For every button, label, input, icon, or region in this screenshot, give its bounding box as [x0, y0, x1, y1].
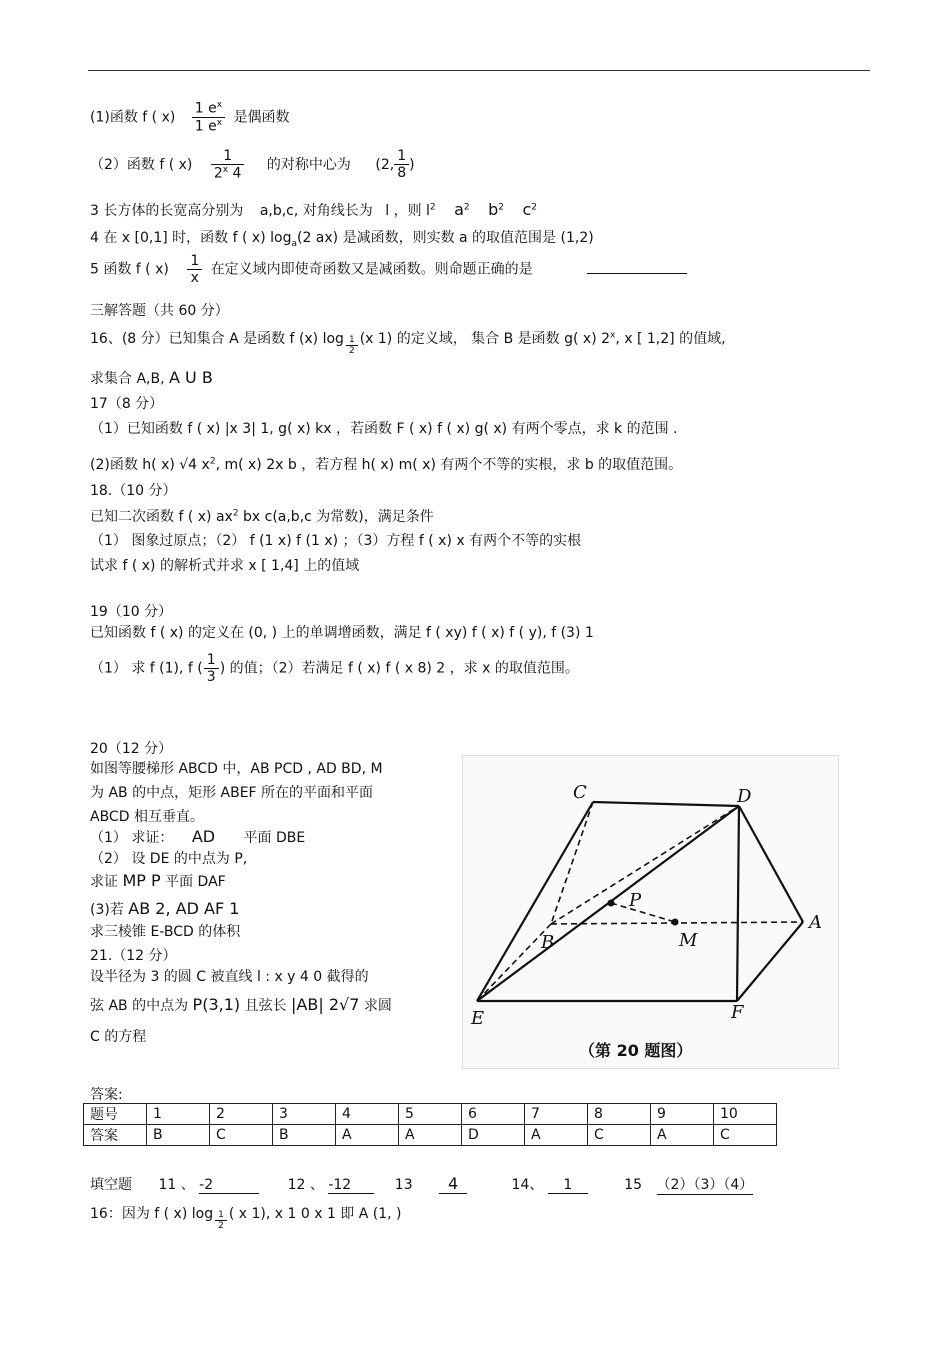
stmt-4: 4 在 x [0,1] 时，函数 f ( x) $\log_a(2$ ax) 是减函数，则实数 a 的取值范围是 (1,2) — [90, 230, 594, 249]
question-18-l2: （1） 图象过原点；（2） f (1 x) f (1 x) ；（3）方程 f ( x) x 有两个不等的实根 — [90, 533, 582, 549]
question-20-l3: ABCD 相互垂直。 — [90, 809, 204, 825]
question-21-l3: C 的方程 — [90, 1029, 147, 1045]
question-18-head: 18.（10 分） — [90, 483, 177, 499]
question-19-head: 19（10 分） — [90, 604, 173, 620]
question-16-line2: 求集合 A,B, A U B — [90, 368, 213, 387]
label-C: C — [573, 782, 587, 803]
cell: 7 — [525, 1104, 588, 1125]
question-20-l6: 求证 MP P 平面 DAF — [90, 871, 226, 890]
cell: A — [525, 1125, 588, 1146]
cell: 4 — [336, 1104, 399, 1125]
label-B: B — [541, 932, 555, 953]
question-20-l7: (3)若 AB 2, AD AF 1 — [90, 899, 240, 918]
cell: 9 — [651, 1104, 714, 1125]
edge-DA — [739, 806, 803, 922]
cell: C — [588, 1125, 651, 1146]
cell: 8 — [588, 1104, 651, 1125]
question-17-part1: （1）已知函数 f ( x) |x 3| 1, g( x) kx ，若函数 F ( x) f ( x) g( x) 有两个零点，求 k 的范围 . — [90, 421, 678, 437]
cell: A — [651, 1125, 714, 1146]
cell: B — [147, 1125, 210, 1146]
geometry-figure — [462, 755, 839, 1069]
question-20-l1: 如图等腰梯形 ABCD 中，AB PCD , AD BD, M — [90, 761, 383, 777]
figure-caption: （第 20 题图） — [579, 1041, 693, 1060]
question-18-l3: 试求 f ( x) 的解析式并求 x [ 1,4] 上的值域 — [90, 558, 360, 574]
question-18-l1: 已知二次函数 f ( x) $ax^2$ bx c(a,b,c 为常数)，满足条件 — [90, 508, 434, 525]
cell: 2 — [210, 1104, 273, 1125]
label-F: F — [731, 1002, 744, 1023]
question-20-l8: 求三棱锥 E-BCD 的体积 — [90, 924, 241, 940]
cell: A — [399, 1125, 462, 1146]
cell: 5 — [399, 1104, 462, 1125]
row-head: 答案 — [84, 1125, 147, 1146]
question-17-part2: (2)函数 h( x) √4 $x^2$, m( x) 2x b ，若方程 h( x) m( x) 有两个不等的实根，求 b 的取值范围。 — [90, 456, 683, 473]
table-row — [84, 1104, 777, 1125]
edge-PM — [611, 903, 675, 922]
answer-table — [83, 1103, 777, 1146]
label-A: A — [809, 912, 822, 933]
label-M: M — [679, 930, 698, 951]
question-21-l1: 设半径为 3 的圆 C 被直线 l : x y 4 0 截得的 — [90, 969, 369, 985]
question-17-head: 17（8 分） — [90, 396, 164, 412]
cell: 10 — [714, 1104, 777, 1125]
cell: 6 — [462, 1104, 525, 1125]
label-D: D — [737, 786, 752, 807]
label-E: E — [471, 1008, 485, 1029]
answer-16: 16：因为 f ( x) log $\frac{1}{2}$ ( x 1), x 1 0 x 1 即 A (1, ) — [90, 1206, 402, 1231]
question-19-l1: 已知函数 f ( x) 的定义在 (0, ) 上的单调增函数，满足 f ( xy) f ( x) f ( y), f (3) 1 — [90, 625, 594, 641]
cell: 3 — [273, 1104, 336, 1125]
question-19-l2: （1） 求 f (1), f ( $\frac{1}{3}$ ) 的值；（2）若满足 f ( x) f ( x 8) 2 ，求 x 的取值范围。 — [90, 652, 579, 686]
cell: C — [210, 1125, 273, 1146]
stmt-5: 5 函数 f ( x) $\frac{1}{x}$ 在定义域内即使奇函数又是减函数。则命题正确的是 — [90, 253, 687, 286]
question-20-l4: （1） 求证： AD 平面 DBE — [90, 827, 306, 846]
cell: A — [336, 1125, 399, 1146]
cell: D — [462, 1125, 525, 1146]
cell: B — [273, 1125, 336, 1146]
row-head: 题号 — [84, 1104, 147, 1125]
edge-CD — [593, 802, 739, 806]
edge-CE — [477, 802, 593, 1001]
table-row — [84, 1125, 777, 1146]
edge-DF — [737, 806, 739, 1001]
header-rule — [88, 70, 870, 71]
question-20-l5: （2） 设 DE 的中点为 P, — [90, 851, 248, 867]
question-20-head: 20（12 分） — [90, 741, 173, 757]
stmt-1: (1)函数 f ( x) $\frac{1 e^x}{1 e^x}$ 是偶函数 — [90, 100, 290, 135]
question-16: 16、(8 分）已知集合 A 是函数 f (x) log $\frac{1}{2}$ (x 1) 的定义域， 集合 B 是函数 g( x) 2$^x$, x [ 1,2] 的值域, — [90, 330, 726, 356]
stmt-3: 3 长方体的长宽高分别为 a,b,c, 对角线长为 l ，则 $l^2$ $a^2$ $b^2$ $c^2$ — [90, 200, 537, 219]
answers-title: 答案: — [90, 1087, 123, 1103]
edge-FA — [737, 922, 803, 1001]
fill-answers: 填空题 11 、 -2 12 、 -12 13 4 14、 1 15 （2）（3）（4） — [90, 1174, 754, 1193]
question-21-l2: 弦 AB 的中点为 P(3,1) 且弦长 |AB| 2√7 求圆 — [90, 995, 392, 1014]
section-3-title: 三解答题（共 60 分） — [90, 303, 229, 319]
label-P: P — [629, 890, 642, 911]
figure-svg — [463, 756, 838, 1068]
question-21-head: 21.（12 分） — [90, 948, 177, 964]
point-P — [608, 900, 615, 907]
point-M — [672, 919, 679, 926]
question-20-l2: 为 AB 的中点，矩形 ABEF 所在的平面和平面 — [90, 785, 374, 801]
cell: C — [714, 1125, 777, 1146]
stmt-2: （2）函数 f ( x) $\frac{1}{2^x 4}$ 的对称中心为 (2, $\frac{1}{8}$ ) — [90, 148, 415, 182]
cell: 1 — [147, 1104, 210, 1125]
